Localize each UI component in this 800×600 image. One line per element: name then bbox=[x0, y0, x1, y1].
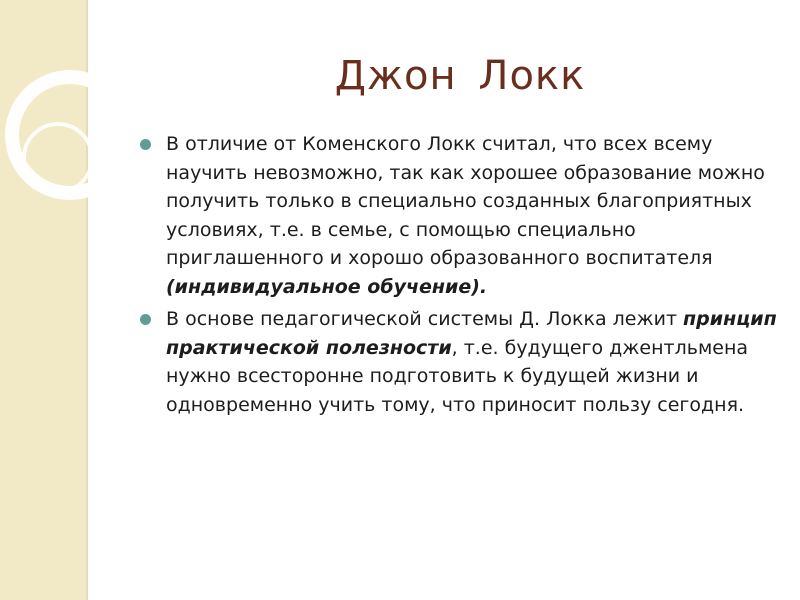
bullet-text-after: , т.е. будущего джентльмена нужно всесторонне подготовить к будущей жизни и одновременно учить тому, что приносит пользу сегодня. bbox=[166, 336, 749, 416]
bullet-item bbox=[140, 305, 780, 419]
bullet-icon bbox=[140, 139, 151, 150]
small-ring bbox=[24, 124, 92, 192]
bullet-item bbox=[140, 130, 780, 301]
bullet-emphasis: (индивидуальное обучение). bbox=[166, 275, 488, 298]
slide-title: Джон Локк bbox=[334, 53, 586, 99]
bullet-list bbox=[140, 130, 780, 419]
bullet-text: В отличие от Коменского Локк считал, что всех всему научить невозможно, так как хорошее образование можно получить только в специально созданных благоприятных условиях, т.е. в семье, с помощью специально приглашенного и хорошо образованного воспитателя bbox=[166, 133, 765, 269]
decorative-rings bbox=[0, 0, 160, 600]
bullet-text: В основе педагогической системы Д. Локка лежит bbox=[166, 308, 684, 330]
bullet-emphasis: принцип практической полезности bbox=[166, 308, 777, 359]
bullet-icon bbox=[140, 314, 151, 325]
